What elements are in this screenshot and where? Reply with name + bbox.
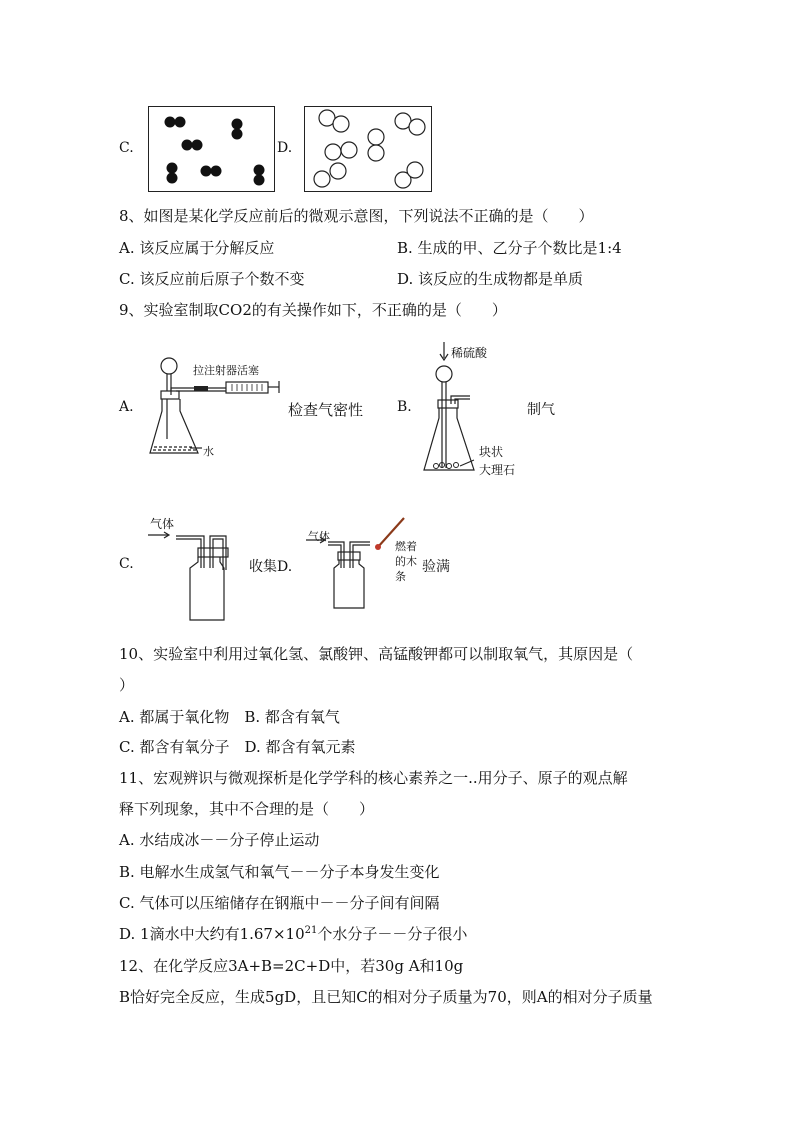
q7-option-c-diagram [148,106,275,192]
q8-stem: 8、如图是某化学反应前后的微观示意图，下列说法不正确的是（ ） [119,207,594,225]
q9-d-apparatus [300,520,390,610]
white-diatomic-molecules [305,107,431,191]
q10-stem-line2: ） [119,676,135,694]
q9-d-gas-label: 气体 [308,530,330,543]
q11-option-c: C. 气体可以压缩储存在钢瓶中－－分子间有间隔 [119,894,440,912]
q9-d-stick-label-3: 条 [395,570,406,583]
q11-stem-line2: 释下列现象，其中不合理的是（ ） [119,800,375,818]
q9-option-a-label: A. [119,399,134,415]
q9-stem: 9、实验室制取CO2的有关操作如下，不正确的是（ ） [119,301,507,319]
q9-b-acid-label: 稀硫酸 [451,346,488,360]
q9-c-apparatus [148,528,248,628]
q11-option-b: B. 电解水生成氢气和氧气－－分子本身发生变化 [119,863,440,881]
q9-c-caption: 收集D. [249,559,293,575]
q9-option-c-label: C. [119,556,134,572]
q11-option-d-text: D. 1滴水中大约有1.67×10 [119,925,305,943]
q9-b-stone-label-1: 块状 [479,445,504,459]
q9-b-caption: 制气 [527,402,555,418]
q10-options-ab: A. 都属于氧化物 B. 都含有氧气 [119,708,340,726]
q7-option-d-diagram [304,106,432,192]
q8-option-d: D. 该反应的生成物都是单质 [397,270,584,288]
q9-d-caption: 验满 [422,559,450,575]
q9-option-b-label: B. [397,399,412,415]
q11-option-d-exponent: 21 [304,925,318,936]
q9-a-caption: 检查气密性 [288,401,364,419]
q9-d-stick-label-2: 的木 [395,555,417,568]
q8-option-b: B. 生成的甲、乙分子个数比是1:4 [397,239,622,257]
q11-option-d [119,923,467,944]
q9-a-syringe-label: 拉注射器活塞 [193,364,259,377]
q11-option-a: A. 水结成冰－－分子停止运动 [119,831,320,849]
q9-c-gas-label: 气体 [150,517,175,531]
q7-option-c-label: C. [119,140,134,156]
q8-option-c: C. 该反应前后原子个数不变 [119,270,305,288]
q11-stem-line1: 11、宏观辨识与微观探析是化学学科的核心素养之一..用分子、原子的观点解 [119,769,628,787]
q9-b-stone-label-2: 大理石 [479,463,516,477]
q12-stem-line1: 12、在化学反应3A+B=2C+D中，若30g A和10g [119,957,464,975]
q10-options-cd: C. 都含有氧分子 D. 都含有氧元素 [119,738,356,756]
q12-stem-line2: B恰好完全反应，生成5gD，且已知C的相对分子质量为70，则A的相对分子质量 [119,988,653,1006]
q9-a-water-label: 水 [203,445,214,458]
q7-option-d-label: D. [277,140,293,156]
q11-option-d-tail: 个水分子－－分子很小 [317,925,468,943]
q8-option-a: A. 该反应属于分解反应 [119,239,275,257]
q10-stem-line1: 10、实验室中利用过氧化氢、氯酸钾、高锰酸钾都可以制取氧气，其原因是（ [119,645,634,663]
black-diatomic-molecules [149,107,274,191]
q9-d-stick-label-1: 燃着 [395,540,417,553]
